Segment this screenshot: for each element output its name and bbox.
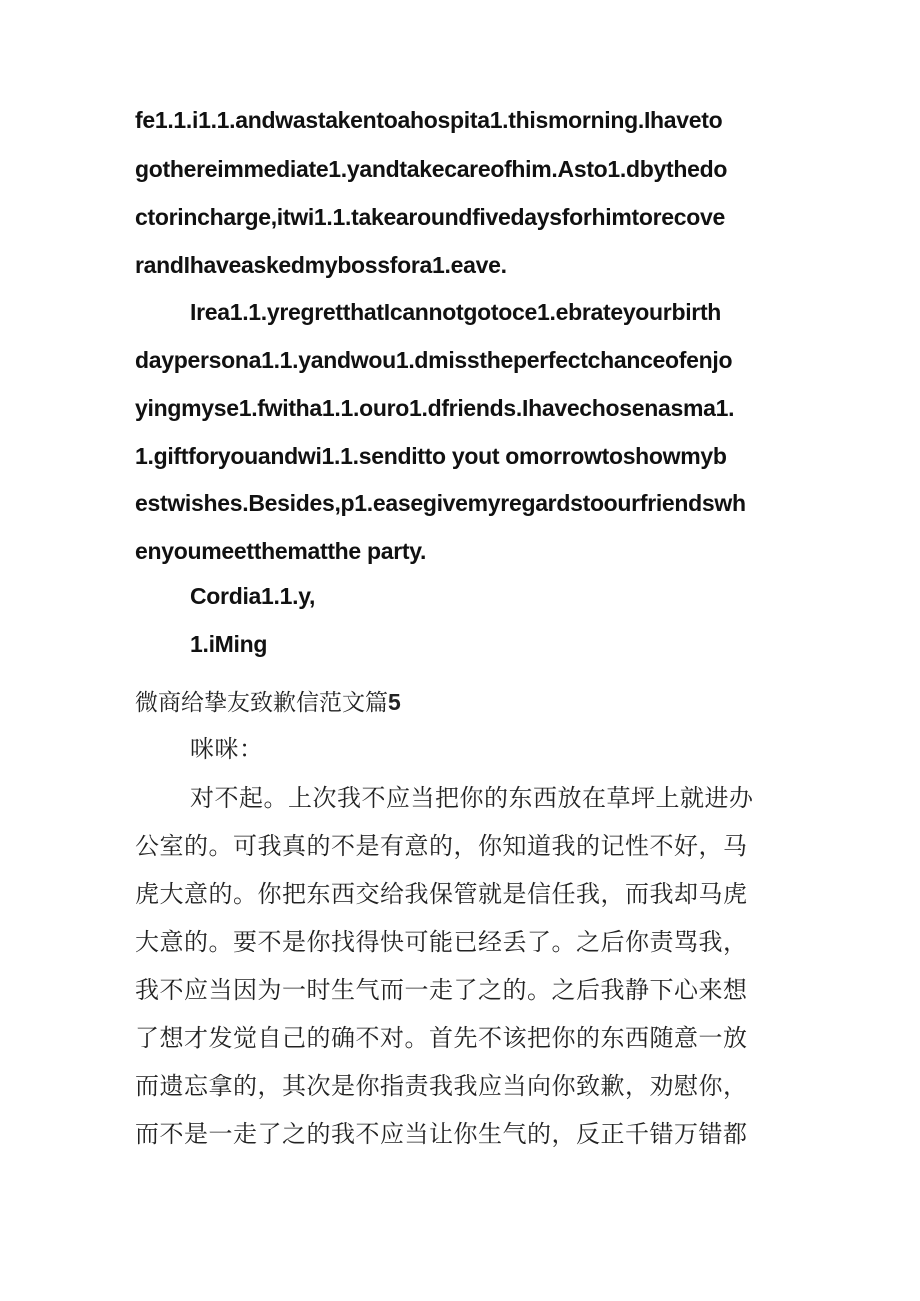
letter-closing: Cordia1.1.y, (190, 583, 316, 609)
en-paragraph-2-line: yingmyse1.fwitha1.1.ouro1.dfriends.Ihavechosenasma1. (135, 395, 735, 421)
en-paragraph-2-line: enyoumeetthematthe party. (135, 538, 427, 564)
en-paragraph-2-line: daypersona1.1.yandwou1.dmisstheperfectchanceofenjo (135, 347, 733, 373)
en-paragraph-2-line: estwishes.Besides,p1.easegivemyregardstoourfriendswh (135, 490, 746, 516)
section-title-text: 微商给挚友致歉信范文篇 (135, 690, 388, 716)
zh-paragraph-line: 我不应当因为一时生气而一走了之的。之后我静下心来想 (135, 976, 748, 1004)
zh-greeting: 咪咪： (190, 735, 264, 763)
zh-paragraph-line: 大意的。要不是你找得快可能已经丢了。之后你责骂我， (135, 928, 748, 956)
zh-paragraph-line: 公室的。可我真的不是有意的，你知道我的记性不好，马 (135, 832, 748, 860)
letter-signature: 1.iMing (190, 631, 268, 657)
en-paragraph-2-line: 1.giftforyouandwi1.1.senditto yout omorrowtoshowmyb (135, 443, 727, 469)
en-paragraph-1-line: randIhaveaskedmybossfora1.eave. (135, 252, 507, 278)
zh-paragraph-line: 而遗忘拿的，其次是你指责我我应当向你致歉，劝慰你， (135, 1072, 748, 1100)
section-title (135, 686, 401, 719)
zh-paragraph-line: 了想才发觉自己的确不对。首先不该把你的东西随意一放 (135, 1024, 748, 1052)
en-paragraph-1-line: gothereimmediate1.yandtakecareofhim.Asto1.dbythedo (135, 156, 728, 182)
zh-paragraph-line: 对不起。上次我不应当把你的东西放在草坪上就进办 (190, 784, 754, 812)
en-paragraph-1-line: ctorincharge,itwi1.1.takearoundfivedaysforhimtorecove (135, 204, 725, 230)
en-paragraph-2-line: Irea1.1.yregretthatIcannotgotoce1.ebrateyourbirth (190, 299, 722, 325)
section-title-number: 5 (388, 689, 401, 715)
en-paragraph-1-line: fe1.1.i1.1.andwastakentoahospita1.thismorning.Ihaveto (135, 107, 723, 133)
zh-paragraph-line: 虎大意的。你把东西交给我保管就是信任我，而我却马虎 (135, 880, 748, 908)
zh-paragraph-line: 而不是一走了之的我不应当让你生气的，反正千错万错都 (135, 1120, 748, 1148)
